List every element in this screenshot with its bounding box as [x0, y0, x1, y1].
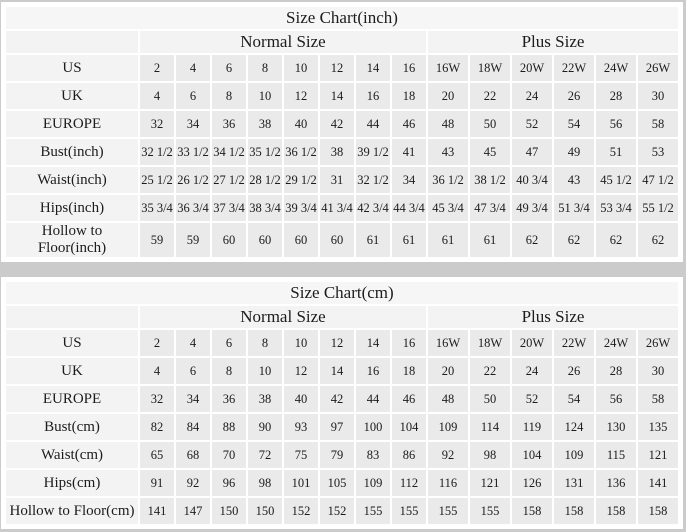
size-cell: 10: [248, 358, 282, 384]
size-cell: 33 1/2: [176, 139, 210, 165]
size-cell: 92: [176, 470, 210, 496]
size-cell: 34: [392, 167, 426, 193]
size-cell: 36 1/2: [428, 167, 468, 193]
table-row: [6, 498, 678, 524]
size-cell: 150: [248, 498, 282, 524]
size-cell: 12: [284, 358, 318, 384]
size-cell: 48: [428, 386, 468, 412]
size-cell: 43: [428, 139, 468, 165]
size-cell: 30: [638, 358, 678, 384]
size-cell: 34: [176, 111, 210, 137]
size-chart-inch-table: [1, 2, 683, 262]
size-cell: 38: [320, 139, 354, 165]
size-cell: 36: [212, 386, 246, 412]
size-cell: 60: [212, 223, 246, 257]
size-cell: 14: [320, 358, 354, 384]
size-cell: 84: [176, 414, 210, 440]
size-cell: 32: [140, 386, 174, 412]
size-cell: 131: [554, 470, 594, 496]
size-cell: 59: [140, 223, 174, 257]
size-cell: 158: [554, 498, 594, 524]
size-cell: 136: [596, 470, 636, 496]
size-cell: 79: [320, 442, 354, 468]
size-cell: 51: [596, 139, 636, 165]
size-cell: 40: [284, 111, 318, 137]
size-cell: 6: [176, 358, 210, 384]
row-label: Hips(inch): [6, 195, 138, 221]
row-label: Hollow to Floor(cm): [6, 498, 138, 524]
size-cell: 105: [320, 470, 354, 496]
size-cell: 158: [596, 498, 636, 524]
size-cell: 121: [638, 442, 678, 468]
size-cell: 47 3/4: [470, 195, 510, 221]
size-cell: 16: [356, 358, 390, 384]
size-cell: 16: [392, 330, 426, 356]
size-cell: 104: [392, 414, 426, 440]
size-cell: 152: [284, 498, 318, 524]
table-row: [6, 111, 678, 137]
size-cell: 47: [512, 139, 552, 165]
size-cell: 34 1/2: [212, 139, 246, 165]
size-cell: 10: [284, 330, 318, 356]
table-row: [6, 223, 678, 257]
column-group-row: [6, 31, 678, 53]
size-cell: 52: [512, 386, 552, 412]
size-cell: 35 3/4: [140, 195, 174, 221]
size-cell: 60: [248, 223, 282, 257]
size-cell: 54: [554, 111, 594, 137]
size-cell: 61: [428, 223, 468, 257]
page: [0, 2, 686, 532]
size-cell: 41 3/4: [320, 195, 354, 221]
size-cell: 26W: [638, 55, 678, 81]
size-cell: 32 1/2: [140, 139, 174, 165]
size-cell: 51 3/4: [554, 195, 594, 221]
size-cell: 43: [554, 167, 594, 193]
size-cell: 20W: [512, 330, 552, 356]
size-cell: 60: [320, 223, 354, 257]
size-cell: 109: [554, 442, 594, 468]
size-cell: 36 3/4: [176, 195, 210, 221]
size-cell: 27 1/2: [212, 167, 246, 193]
size-cell: 47 1/2: [638, 167, 678, 193]
size-cell: 72: [248, 442, 282, 468]
size-cell: 61: [470, 223, 510, 257]
size-cell: 46: [392, 111, 426, 137]
size-cell: 38: [248, 386, 282, 412]
size-cell: 4: [176, 330, 210, 356]
row-label: EUROPE: [6, 386, 138, 412]
size-cell: 22: [470, 83, 510, 109]
table-title: Size Chart(cm): [6, 282, 678, 304]
table-row: [6, 386, 678, 412]
size-cell: 82: [140, 414, 174, 440]
size-cell: 24: [512, 83, 552, 109]
size-cell: 18W: [470, 330, 510, 356]
size-cell: 39 3/4: [284, 195, 318, 221]
column-group-row: [6, 306, 678, 328]
size-cell: 49: [554, 139, 594, 165]
row-label: Bust(inch): [6, 139, 138, 165]
size-cell: 98: [470, 442, 510, 468]
size-cell: 45: [470, 139, 510, 165]
table-row: [6, 83, 678, 109]
size-cell: 40: [284, 386, 318, 412]
size-cell: 141: [638, 470, 678, 496]
size-cell: 6: [212, 330, 246, 356]
size-cell: 119: [512, 414, 552, 440]
size-cell: 10: [248, 83, 282, 109]
size-cell: 44: [356, 111, 390, 137]
size-cell: 101: [284, 470, 318, 496]
size-cell: 121: [470, 470, 510, 496]
size-cell: 109: [428, 414, 468, 440]
size-cell: 16W: [428, 55, 468, 81]
size-cell: 152: [320, 498, 354, 524]
size-cell: 18W: [470, 55, 510, 81]
size-cell: 6: [212, 55, 246, 81]
size-cell: 28: [596, 358, 636, 384]
size-cell: 4: [176, 55, 210, 81]
size-cell: 14: [356, 55, 390, 81]
size-cell: 24W: [596, 330, 636, 356]
size-cell: 26 1/2: [176, 167, 210, 193]
size-cell: 83: [356, 442, 390, 468]
size-cell: 42 3/4: [356, 195, 390, 221]
size-cell: 96: [212, 470, 246, 496]
row-label: Waist(inch): [6, 167, 138, 193]
size-cell: 8: [212, 358, 246, 384]
title-row: [6, 282, 678, 304]
table-row: [6, 195, 678, 221]
size-cell: 45 1/2: [596, 167, 636, 193]
size-cell: 58: [638, 386, 678, 412]
size-cell: 155: [392, 498, 426, 524]
size-chart-cm-table: [1, 277, 683, 529]
size-cell: 26: [554, 358, 594, 384]
size-cell: 28: [596, 83, 636, 109]
size-cell: 4: [140, 358, 174, 384]
table-title: Size Chart(inch): [6, 7, 678, 29]
size-cell: 18: [392, 83, 426, 109]
size-cell: 44: [356, 386, 390, 412]
size-cell: 116: [428, 470, 468, 496]
size-cell: 22: [470, 358, 510, 384]
size-cell: 36 1/2: [284, 139, 318, 165]
size-cell: 20: [428, 83, 468, 109]
size-cell: 10: [284, 55, 318, 81]
size-cell: 20W: [512, 55, 552, 81]
size-cell: 59: [176, 223, 210, 257]
row-label: EUROPE: [6, 111, 138, 137]
size-cell: 44 3/4: [392, 195, 426, 221]
row-label: UK: [6, 83, 138, 109]
size-cell: 8: [248, 55, 282, 81]
table-row: [6, 330, 678, 356]
size-cell: 124: [554, 414, 594, 440]
size-cell: 22W: [554, 330, 594, 356]
size-cell: 12: [320, 330, 354, 356]
table-row: [6, 470, 678, 496]
size-cell: 50: [470, 111, 510, 137]
size-cell: 32: [140, 111, 174, 137]
size-cell: 62: [638, 223, 678, 257]
size-cell: 45 3/4: [428, 195, 468, 221]
table-body: [6, 282, 678, 524]
size-cell: 32 1/2: [356, 167, 390, 193]
size-cell: 68: [176, 442, 210, 468]
size-cell: 16: [356, 83, 390, 109]
size-cell: 40 3/4: [512, 167, 552, 193]
size-cell: 147: [176, 498, 210, 524]
table-row: [6, 139, 678, 165]
row-label: US: [6, 330, 138, 356]
row-label: US: [6, 55, 138, 81]
size-cell: 53: [638, 139, 678, 165]
size-cell: 38 3/4: [248, 195, 282, 221]
size-cell: 48: [428, 111, 468, 137]
table-row: [6, 442, 678, 468]
size-cell: 112: [392, 470, 426, 496]
size-cell: 12: [320, 55, 354, 81]
size-cell: 62: [512, 223, 552, 257]
size-cell: 88: [212, 414, 246, 440]
size-cell: 126: [512, 470, 552, 496]
size-cell: 14: [320, 83, 354, 109]
size-cell: 34: [176, 386, 210, 412]
size-cell: 2: [140, 330, 174, 356]
size-cell: 155: [470, 498, 510, 524]
size-cell: 52: [512, 111, 552, 137]
size-cell: 8: [212, 83, 246, 109]
size-cell: 135: [638, 414, 678, 440]
corner-cell: [6, 306, 138, 328]
size-cell: 56: [596, 386, 636, 412]
size-cell: 114: [470, 414, 510, 440]
size-cell: 20: [428, 358, 468, 384]
size-cell: 16W: [428, 330, 468, 356]
size-cell: 98: [248, 470, 282, 496]
size-cell: 158: [638, 498, 678, 524]
size-cell: 4: [140, 83, 174, 109]
size-cell: 49 3/4: [512, 195, 552, 221]
title-row: [6, 7, 678, 29]
size-cell: 55 1/2: [638, 195, 678, 221]
size-cell: 2: [140, 55, 174, 81]
column-group-header: Normal Size: [140, 31, 426, 53]
table-row: [6, 167, 678, 193]
size-cell: 18: [392, 358, 426, 384]
size-cell: 41: [392, 139, 426, 165]
column-group-header: Plus Size: [428, 31, 678, 53]
table-body: [6, 7, 678, 257]
size-cell: 26: [554, 83, 594, 109]
size-cell: 93: [284, 414, 318, 440]
size-cell: 130: [596, 414, 636, 440]
column-group-header: Normal Size: [140, 306, 426, 328]
size-cell: 155: [428, 498, 468, 524]
size-cell: 25 1/2: [140, 167, 174, 193]
size-cell: 38 1/2: [470, 167, 510, 193]
size-cell: 61: [392, 223, 426, 257]
size-cell: 50: [470, 386, 510, 412]
row-label: Bust(cm): [6, 414, 138, 440]
size-cell: 24: [512, 358, 552, 384]
size-cell: 8: [248, 330, 282, 356]
size-cell: 42: [320, 386, 354, 412]
size-cell: 86: [392, 442, 426, 468]
size-cell: 53 3/4: [596, 195, 636, 221]
column-group-header: Plus Size: [428, 306, 678, 328]
size-cell: 62: [554, 223, 594, 257]
row-label: UK: [6, 358, 138, 384]
size-cell: 14: [356, 330, 390, 356]
size-cell: 28 1/2: [248, 167, 282, 193]
size-cell: 22W: [554, 55, 594, 81]
size-cell: 38: [248, 111, 282, 137]
size-chart-page: [0, 2, 686, 529]
size-cell: 39 1/2: [356, 139, 390, 165]
size-cell: 58: [638, 111, 678, 137]
size-cell: 104: [512, 442, 552, 468]
size-cell: 30: [638, 83, 678, 109]
table-row: [6, 414, 678, 440]
size-cell: 60: [284, 223, 318, 257]
size-cell: 91: [140, 470, 174, 496]
size-cell: 24W: [596, 55, 636, 81]
size-cell: 92: [428, 442, 468, 468]
size-cell: 141: [140, 498, 174, 524]
size-cell: 16: [392, 55, 426, 81]
size-cell: 36: [212, 111, 246, 137]
size-cell: 75: [284, 442, 318, 468]
size-cell: 61: [356, 223, 390, 257]
size-cell: 29 1/2: [284, 167, 318, 193]
size-cell: 31: [320, 167, 354, 193]
size-cell: 6: [176, 83, 210, 109]
row-label: Waist(cm): [6, 442, 138, 468]
size-cell: 100: [356, 414, 390, 440]
size-cell: 35 1/2: [248, 139, 282, 165]
row-label: Hips(cm): [6, 470, 138, 496]
size-cell: 42: [320, 111, 354, 137]
corner-cell: [6, 31, 138, 53]
table-row: [6, 55, 678, 81]
size-cell: 109: [356, 470, 390, 496]
size-cell: 54: [554, 386, 594, 412]
size-cell: 65: [140, 442, 174, 468]
size-cell: 97: [320, 414, 354, 440]
size-cell: 26W: [638, 330, 678, 356]
size-cell: 158: [512, 498, 552, 524]
size-cell: 37 3/4: [212, 195, 246, 221]
size-cell: 62: [596, 223, 636, 257]
size-cell: 46: [392, 386, 426, 412]
size-cell: 155: [356, 498, 390, 524]
table-row: [6, 358, 678, 384]
size-cell: 90: [248, 414, 282, 440]
size-cell: 115: [596, 442, 636, 468]
row-label: Hollow to Floor(inch): [6, 223, 138, 257]
size-cell: 56: [596, 111, 636, 137]
size-cell: 70: [212, 442, 246, 468]
size-cell: 12: [284, 83, 318, 109]
size-cell: 150: [212, 498, 246, 524]
